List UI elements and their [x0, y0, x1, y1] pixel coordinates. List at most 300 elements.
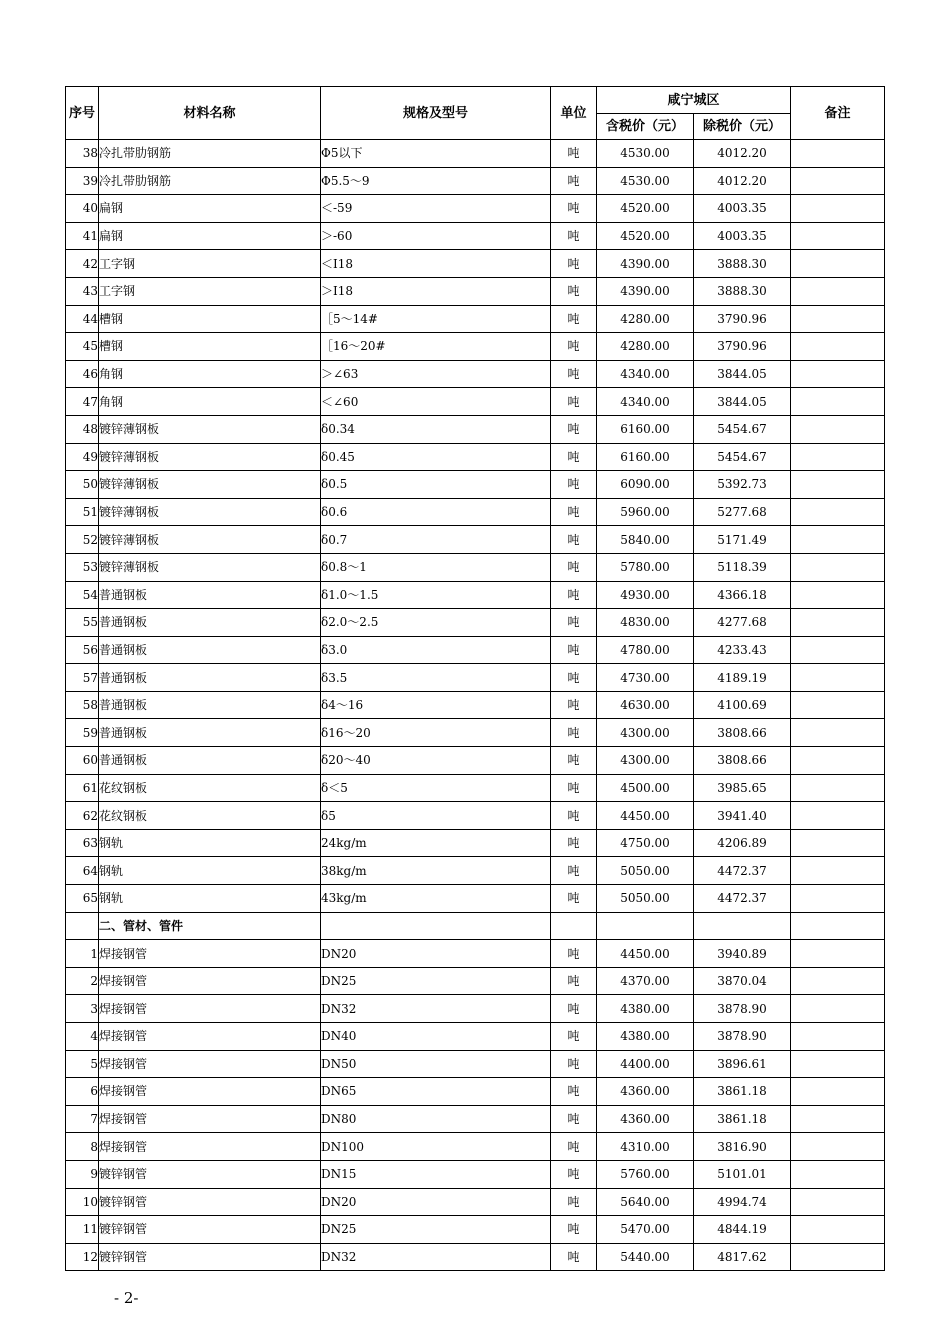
cell-spec: ［5～14#	[321, 305, 551, 333]
cell-name: 焊接钢管	[99, 1078, 321, 1106]
cell-seq: 60	[66, 747, 99, 775]
cell-unit: 吨	[551, 1160, 597, 1188]
cell-tax-excl: 3861.18	[694, 1078, 791, 1106]
table-row	[66, 388, 885, 416]
cell-tax-excl: 4366.18	[694, 581, 791, 609]
cell-spec: DN20	[321, 1188, 551, 1216]
table-row	[66, 360, 885, 388]
header-unit: 单位	[551, 87, 597, 140]
cell-name: 槽钢	[99, 333, 321, 361]
cell-tax-incl: 4630.00	[597, 691, 694, 719]
cell-name: 普通钢板	[99, 609, 321, 637]
cell-unit: 吨	[551, 664, 597, 692]
cell-name: 焊接钢管	[99, 995, 321, 1023]
cell-seq: 38	[66, 140, 99, 168]
cell-name: 花纹钢板	[99, 774, 321, 802]
table-row	[66, 443, 885, 471]
cell-tax-excl: 3790.96	[694, 333, 791, 361]
cell-seq: 5	[66, 1050, 99, 1078]
cell-unit: 吨	[551, 967, 597, 995]
cell-remark	[791, 636, 885, 664]
cell-tax-incl: 5840.00	[597, 526, 694, 554]
cell-remark	[791, 691, 885, 719]
cell-unit: 吨	[551, 1133, 597, 1161]
cell-tax-incl: 4780.00	[597, 636, 694, 664]
cell-unit: 吨	[551, 995, 597, 1023]
header-tax-excl: 除税价（元）	[694, 114, 791, 140]
cell-name: 钢轨	[99, 857, 321, 885]
cell-remark	[791, 1105, 885, 1133]
cell-spec: δ0.7	[321, 526, 551, 554]
cell-tax-incl: 6160.00	[597, 415, 694, 443]
table-row	[66, 277, 885, 305]
cell-tax-incl: 4300.00	[597, 747, 694, 775]
table-row	[66, 250, 885, 278]
cell-unit: 吨	[551, 277, 597, 305]
cell-unit: 吨	[551, 167, 597, 195]
cell-seq: 52	[66, 526, 99, 554]
cell-name: 镀锌薄钢板	[99, 415, 321, 443]
cell-tax-incl: 4360.00	[597, 1105, 694, 1133]
cell-tax-incl: 4730.00	[597, 664, 694, 692]
cell-unit: 吨	[551, 1023, 597, 1051]
cell-unit: 吨	[551, 471, 597, 499]
cell-seq: 59	[66, 719, 99, 747]
cell-name: 槽钢	[99, 305, 321, 333]
cell-unit: 吨	[551, 526, 597, 554]
cell-remark	[791, 388, 885, 416]
cell-tax-incl: 4380.00	[597, 1023, 694, 1051]
cell-tax-incl: 4500.00	[597, 774, 694, 802]
cell-name: 镀锌薄钢板	[99, 443, 321, 471]
cell-spec: δ3.5	[321, 664, 551, 692]
cell-seq: 63	[66, 829, 99, 857]
cell-seq: 3	[66, 995, 99, 1023]
cell-remark	[791, 719, 885, 747]
cell-name: 普通钢板	[99, 691, 321, 719]
cell-name: 扁钢	[99, 195, 321, 223]
cell-seq: 51	[66, 498, 99, 526]
cell-tax-excl: 3816.90	[694, 1133, 791, 1161]
cell-name: 钢轨	[99, 829, 321, 857]
cell-spec: DN25	[321, 1216, 551, 1244]
cell-seq: 50	[66, 471, 99, 499]
cell-name: 工字钢	[99, 250, 321, 278]
cell-tax-incl	[597, 912, 694, 940]
cell-remark	[791, 471, 885, 499]
header-remark: 备注	[791, 87, 885, 140]
cell-unit: 吨	[551, 719, 597, 747]
table-row	[66, 1133, 885, 1161]
cell-name: 镀锌薄钢板	[99, 498, 321, 526]
cell-name: 焊接钢管	[99, 1133, 321, 1161]
cell-tax-excl: 4206.89	[694, 829, 791, 857]
cell-seq: 56	[66, 636, 99, 664]
cell-name: 扁钢	[99, 222, 321, 250]
cell-unit: 吨	[551, 333, 597, 361]
cell-seq: 10	[66, 1188, 99, 1216]
table-row	[66, 774, 885, 802]
cell-spec: δ3.0	[321, 636, 551, 664]
cell-spec: ＜∠60	[321, 388, 551, 416]
cell-spec: DN50	[321, 1050, 551, 1078]
table-row	[66, 829, 885, 857]
cell-tax-incl: 4370.00	[597, 967, 694, 995]
cell-tax-excl: 4277.68	[694, 609, 791, 637]
cell-name: 冷扎带肋钢筋	[99, 167, 321, 195]
table-row	[66, 195, 885, 223]
cell-spec: δ0.45	[321, 443, 551, 471]
cell-tax-excl: 4472.37	[694, 857, 791, 885]
cell-spec: δ＜5	[321, 774, 551, 802]
table-row	[66, 940, 885, 968]
cell-spec: DN32	[321, 995, 551, 1023]
cell-remark	[791, 333, 885, 361]
cell-remark	[791, 195, 885, 223]
cell-remark	[791, 526, 885, 554]
table-row	[66, 691, 885, 719]
cell-spec: DN20	[321, 940, 551, 968]
cell-remark	[791, 857, 885, 885]
cell-tax-excl: 4003.35	[694, 222, 791, 250]
material-price-table	[65, 86, 885, 1271]
table-row	[66, 995, 885, 1023]
cell-spec: δ1.0～1.5	[321, 581, 551, 609]
cell-name: 花纹钢板	[99, 802, 321, 830]
cell-unit: 吨	[551, 415, 597, 443]
cell-unit: 吨	[551, 360, 597, 388]
cell-unit: 吨	[551, 1243, 597, 1271]
cell-seq: 48	[66, 415, 99, 443]
table-row	[66, 415, 885, 443]
cell-remark	[791, 967, 885, 995]
cell-tax-excl: 3878.90	[694, 1023, 791, 1051]
cell-unit: 吨	[551, 691, 597, 719]
table-row	[66, 167, 885, 195]
table-row	[66, 222, 885, 250]
table-row	[66, 1078, 885, 1106]
cell-remark	[791, 995, 885, 1023]
cell-tax-excl: 3861.18	[694, 1105, 791, 1133]
cell-unit: 吨	[551, 305, 597, 333]
cell-seq: 42	[66, 250, 99, 278]
cell-spec: Φ5以下	[321, 140, 551, 168]
cell-unit: 吨	[551, 885, 597, 913]
cell-tax-excl: 4012.20	[694, 167, 791, 195]
cell-unit: 吨	[551, 1216, 597, 1244]
cell-unit: 吨	[551, 1078, 597, 1106]
cell-seq: 45	[66, 333, 99, 361]
cell-tax-excl: 3888.30	[694, 277, 791, 305]
table-row	[66, 305, 885, 333]
cell-tax-excl: 5454.67	[694, 443, 791, 471]
cell-name: 普通钢板	[99, 747, 321, 775]
cell-tax-excl: 3985.65	[694, 774, 791, 802]
cell-remark	[791, 885, 885, 913]
cell-tax-incl: 5050.00	[597, 885, 694, 913]
cell-unit: 吨	[551, 222, 597, 250]
cell-seq: 55	[66, 609, 99, 637]
cell-spec: ＞Ⅰ18	[321, 277, 551, 305]
cell-seq: 54	[66, 581, 99, 609]
table-row	[66, 664, 885, 692]
header-name: 材料名称	[99, 87, 321, 140]
cell-name: 二、管材、管件	[99, 912, 321, 940]
cell-remark	[791, 581, 885, 609]
table-row	[66, 857, 885, 885]
cell-spec: ＞∠63	[321, 360, 551, 388]
table-row	[66, 140, 885, 168]
cell-seq: 44	[66, 305, 99, 333]
table-row	[66, 526, 885, 554]
cell-tax-incl: 5760.00	[597, 1160, 694, 1188]
cell-unit: 吨	[551, 774, 597, 802]
table-row	[66, 1216, 885, 1244]
cell-tax-excl: 3870.04	[694, 967, 791, 995]
cell-tax-excl: 4100.69	[694, 691, 791, 719]
cell-name: 镀锌薄钢板	[99, 471, 321, 499]
cell-seq: 39	[66, 167, 99, 195]
cell-tax-excl: 3790.96	[694, 305, 791, 333]
cell-spec: δ2.0～2.5	[321, 609, 551, 637]
cell-spec: Φ5.5～9	[321, 167, 551, 195]
cell-unit: 吨	[551, 940, 597, 968]
cell-tax-excl: 4472.37	[694, 885, 791, 913]
table-row	[66, 581, 885, 609]
cell-spec: δ0.5	[321, 471, 551, 499]
cell-unit: 吨	[551, 195, 597, 223]
cell-name: 焊接钢管	[99, 1105, 321, 1133]
cell-tax-incl: 4340.00	[597, 360, 694, 388]
cell-spec: 24kg/m	[321, 829, 551, 857]
cell-seq: 47	[66, 388, 99, 416]
cell-seq: 53	[66, 553, 99, 581]
cell-unit: 吨	[551, 498, 597, 526]
cell-spec: ［16～20#	[321, 333, 551, 361]
cell-unit: 吨	[551, 443, 597, 471]
cell-seq: 41	[66, 222, 99, 250]
cell-tax-incl: 5960.00	[597, 498, 694, 526]
cell-seq: 12	[66, 1243, 99, 1271]
cell-unit: 吨	[551, 829, 597, 857]
cell-name: 镀锌钢管	[99, 1216, 321, 1244]
cell-unit: 吨	[551, 1050, 597, 1078]
cell-unit: 吨	[551, 857, 597, 885]
table-row	[66, 1023, 885, 1051]
cell-tax-incl: 5440.00	[597, 1243, 694, 1271]
cell-name: 焊接钢管	[99, 940, 321, 968]
cell-spec: 38kg/m	[321, 857, 551, 885]
cell-tax-excl: 4233.43	[694, 636, 791, 664]
cell-remark	[791, 664, 885, 692]
cell-tax-excl: 3844.05	[694, 360, 791, 388]
cell-tax-incl: 5050.00	[597, 857, 694, 885]
cell-name: 焊接钢管	[99, 1050, 321, 1078]
cell-unit: 吨	[551, 802, 597, 830]
cell-remark	[791, 1078, 885, 1106]
cell-spec: ＞-60	[321, 222, 551, 250]
cell-tax-excl: 5101.01	[694, 1160, 791, 1188]
table-row	[66, 1050, 885, 1078]
cell-name: 普通钢板	[99, 719, 321, 747]
cell-tax-incl: 6160.00	[597, 443, 694, 471]
cell-seq: 4	[66, 1023, 99, 1051]
cell-unit: 吨	[551, 140, 597, 168]
cell-tax-incl: 4930.00	[597, 581, 694, 609]
cell-spec	[321, 912, 551, 940]
cell-tax-excl: 3896.61	[694, 1050, 791, 1078]
cell-name: 镀锌薄钢板	[99, 526, 321, 554]
cell-seq: 58	[66, 691, 99, 719]
cell-tax-excl: 4994.74	[694, 1188, 791, 1216]
cell-tax-excl: 3940.89	[694, 940, 791, 968]
cell-name: 普通钢板	[99, 636, 321, 664]
table-row	[66, 747, 885, 775]
cell-seq: 6	[66, 1078, 99, 1106]
cell-seq: 62	[66, 802, 99, 830]
cell-spec: δ0.8～1	[321, 553, 551, 581]
cell-name: 镀锌钢管	[99, 1188, 321, 1216]
cell-tax-incl: 5640.00	[597, 1188, 694, 1216]
cell-seq: 65	[66, 885, 99, 913]
table-row	[66, 553, 885, 581]
cell-name: 焊接钢管	[99, 967, 321, 995]
cell-remark	[791, 747, 885, 775]
cell-spec: δ16～20	[321, 719, 551, 747]
cell-remark	[791, 443, 885, 471]
cell-seq: 9	[66, 1160, 99, 1188]
cell-tax-excl: 3844.05	[694, 388, 791, 416]
cell-remark	[791, 250, 885, 278]
page-number: - 2-	[114, 1289, 139, 1307]
cell-remark	[791, 222, 885, 250]
cell-name: 钢轨	[99, 885, 321, 913]
cell-remark	[791, 1023, 885, 1051]
cell-unit: 吨	[551, 1105, 597, 1133]
cell-seq: 61	[66, 774, 99, 802]
table-row	[66, 1160, 885, 1188]
cell-name: 镀锌钢管	[99, 1160, 321, 1188]
cell-unit: 吨	[551, 250, 597, 278]
cell-tax-excl: 3878.90	[694, 995, 791, 1023]
cell-spec: δ20～40	[321, 747, 551, 775]
cell-tax-incl: 4830.00	[597, 609, 694, 637]
cell-remark	[791, 1050, 885, 1078]
cell-spec: DN100	[321, 1133, 551, 1161]
cell-tax-excl: 4012.20	[694, 140, 791, 168]
cell-remark	[791, 415, 885, 443]
cell-remark	[791, 1243, 885, 1271]
cell-spec: 43kg/m	[321, 885, 551, 913]
cell-remark	[791, 1160, 885, 1188]
cell-unit: 吨	[551, 747, 597, 775]
cell-seq: 49	[66, 443, 99, 471]
cell-unit: 吨	[551, 553, 597, 581]
cell-tax-incl: 4520.00	[597, 222, 694, 250]
cell-spec: ＜Ⅰ18	[321, 250, 551, 278]
cell-remark	[791, 609, 885, 637]
cell-remark	[791, 140, 885, 168]
table-row	[66, 498, 885, 526]
cell-name: 角钢	[99, 388, 321, 416]
cell-tax-incl: 5470.00	[597, 1216, 694, 1244]
cell-remark	[791, 774, 885, 802]
table-row	[66, 1105, 885, 1133]
cell-tax-incl: 4390.00	[597, 277, 694, 305]
cell-tax-incl: 4300.00	[597, 719, 694, 747]
cell-tax-incl: 4530.00	[597, 167, 694, 195]
header-tax-incl: 含税价（元）	[597, 114, 694, 140]
cell-spec: δ5	[321, 802, 551, 830]
cell-unit: 吨	[551, 609, 597, 637]
cell-name: 角钢	[99, 360, 321, 388]
cell-name: 冷扎带肋钢筋	[99, 140, 321, 168]
table-row	[66, 967, 885, 995]
cell-remark	[791, 277, 885, 305]
cell-tax-excl: 5171.49	[694, 526, 791, 554]
cell-name: 工字钢	[99, 277, 321, 305]
cell-tax-excl: 3808.66	[694, 747, 791, 775]
cell-tax-incl: 4450.00	[597, 940, 694, 968]
cell-name: 普通钢板	[99, 581, 321, 609]
cell-spec: δ0.6	[321, 498, 551, 526]
cell-tax-excl	[694, 912, 791, 940]
cell-tax-incl: 6090.00	[597, 471, 694, 499]
cell-remark	[791, 802, 885, 830]
cell-name: 普通钢板	[99, 664, 321, 692]
cell-remark	[791, 360, 885, 388]
cell-seq: 8	[66, 1133, 99, 1161]
cell-unit	[551, 912, 597, 940]
cell-seq: 57	[66, 664, 99, 692]
cell-tax-incl: 4390.00	[597, 250, 694, 278]
table-row	[66, 1243, 885, 1271]
cell-tax-incl: 4450.00	[597, 802, 694, 830]
table-row	[66, 636, 885, 664]
cell-tax-incl: 4380.00	[597, 995, 694, 1023]
cell-name: 镀锌钢管	[99, 1243, 321, 1271]
cell-remark	[791, 498, 885, 526]
cell-tax-incl: 4530.00	[597, 140, 694, 168]
cell-seq: 64	[66, 857, 99, 885]
cell-spec: δ0.34	[321, 415, 551, 443]
cell-tax-excl: 3888.30	[694, 250, 791, 278]
cell-seq	[66, 912, 99, 940]
cell-tax-excl: 4844.19	[694, 1216, 791, 1244]
cell-remark	[791, 829, 885, 857]
cell-spec: DN15	[321, 1160, 551, 1188]
cell-seq: 11	[66, 1216, 99, 1244]
cell-tax-incl: 4280.00	[597, 333, 694, 361]
cell-seq: 1	[66, 940, 99, 968]
cell-remark	[791, 167, 885, 195]
table-body	[66, 140, 885, 1271]
cell-tax-excl: 5392.73	[694, 471, 791, 499]
table-row	[66, 471, 885, 499]
cell-name: 焊接钢管	[99, 1023, 321, 1051]
cell-remark	[791, 305, 885, 333]
table-row	[66, 609, 885, 637]
cell-tax-excl: 5118.39	[694, 553, 791, 581]
cell-remark	[791, 1188, 885, 1216]
cell-tax-incl: 4360.00	[597, 1078, 694, 1106]
cell-tax-incl: 4520.00	[597, 195, 694, 223]
cell-spec: ＜-59	[321, 195, 551, 223]
cell-seq: 40	[66, 195, 99, 223]
cell-tax-incl: 4280.00	[597, 305, 694, 333]
header-region: 咸宁城区	[597, 87, 791, 114]
cell-tax-excl: 5277.68	[694, 498, 791, 526]
